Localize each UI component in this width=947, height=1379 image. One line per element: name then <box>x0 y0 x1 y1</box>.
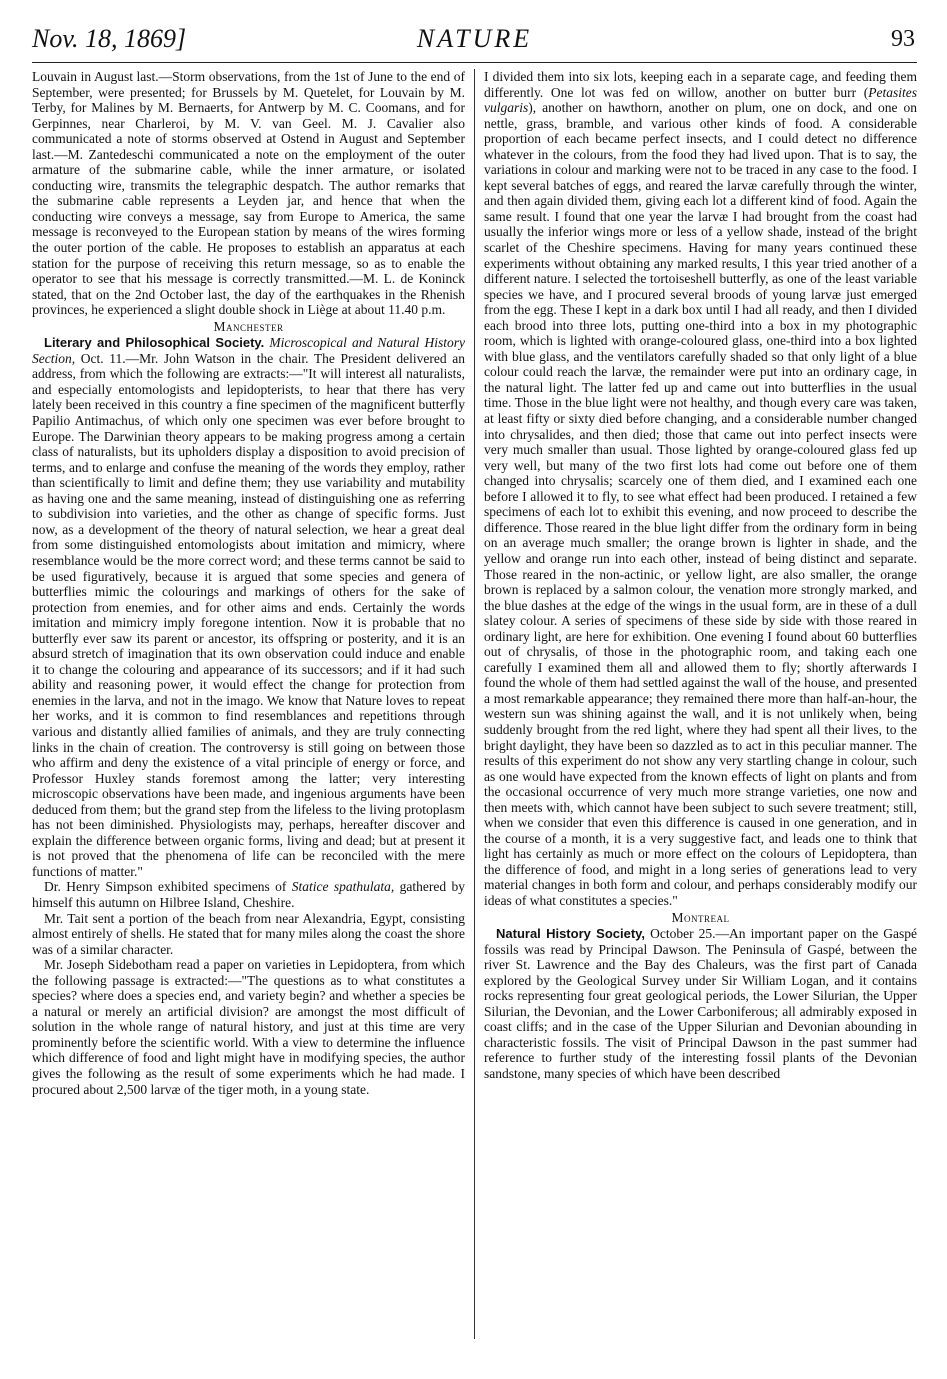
paragraph: Louvain in August last.—Storm observations, from the 1st of June to the end of September, were presented; for Brussels by M. Quetelet, for Louvain by M. Terby, for Malines by M. Bernaerts, for Antwerp by M. C. Coomans, and for Gerpinnes, near Charleroi, by M. V. van Geel. M. J. Cavalier also communicated a note of storms observed at Ostend in August and September last.—M. Zantedeschi communicated a note on the employment of the outer armature of the submarine cable, while the inner armature, or isolated conducting wire, transmits the telegraphic despatch. The author remarks that the submarine cable represents a Leyden jar, and hence that when the conducting wire conveys a message, say from Europe to America, the same message is reconveyed to the European station by means of the wires forming the outer portion of the cable. He proposes to establish an apparatus at each station for the purpose of receiving this return message, so as to enable the operator to see that his message is correctly transmitted.—M. L. de Koninck stated, that on the 2nd October last, the day of the earthquakes in the Rhenish provinces, he experienced a slight double shock in Liège at about 11.40 p.m. <box>32 69 465 318</box>
issue-date: Nov. 18, 1869] <box>32 24 187 53</box>
right-column <box>474 69 917 1339</box>
paragraph: Natural History Society, October 25.—An important paper on the Gaspé fossils was read by Principal Dawson. The Peninsula of Gaspé, between the river St. Lawrence and the Bay des Chaleurs, was the first part of Canada explored by the Geological Survey under Sir William Logan, and it contains rocks representing four great geological periods, the Lower Silurian, the Upper Silurian, the Devonian, and the Lower Carboniferous; all admirably exposed in coast cliffs; and in the case of the Upper Silurian and Devonian abounding in characteristic fossils. The visit of Principal Dawson in the past summer had reference to further study of the interesting fossil plants of the Devonian sandstone, many species of which have been described <box>484 926 917 1081</box>
section-heading-montreal: Montreal <box>671 909 730 925</box>
society-name: Natural History Society, <box>496 926 646 942</box>
page-header <box>32 22 917 63</box>
section-heading-manchester: Manchester <box>213 318 284 334</box>
section-name: Microscopical and Natural History Section, <box>32 335 466 366</box>
paragraph: Mr. Tait sent a portion of the beach from near Alexandria, Egypt, consisting almost entirely of shells. He stated that for many miles along the coast the shore was of a similar character. <box>32 910 465 957</box>
species-name: Petasites vulgaris <box>484 84 917 116</box>
paragraph: Dr. Henry Simpson exhibited specimens of Statice spathulata, gathered by himself this autumn on Hilbree Island, Cheshire. <box>32 879 465 910</box>
journal-title: NATURE <box>416 24 533 53</box>
left-column <box>32 69 474 1339</box>
species-name: Statice spathulata, <box>291 879 395 895</box>
paragraph: Mr. Joseph Sidebotham read a paper on varieties in Lepidoptera, from which the following passage is extracted:—"The questions as to what constitutes a species? where does a species end, and variety begin? and whether a species be a natural or merely an artificial division? are amongst the most difficult of solution in the whole range of natural history, and just at this time are very prominently before the scientific world. With a view to determine the influence which difference of food and light might have in modifying species, the author gives the following as the result of some experiments which he had made. I procured about 2,500 larvæ of the tiger moth, in a young state. <box>32 957 465 1097</box>
text-columns <box>32 69 917 1339</box>
page-number: 93 <box>891 26 915 52</box>
paragraph: I divided them into six lots, keeping each in a separate cage, and feeding them differently. One lot was fed on willow, another on butter burr (Petasites vulgaris), another on hawthorn, another on plum, one on dock, and one on nettle, grass, bramble, and various other kinds of food. A considerable proportion of each became perfect insects, and I could detect no difference whatever in the colours, from the food they had lived upon. That is to say, the variations in colour and marking were not to be traced in any case to the food. I kept several batches of eggs, and reared the larvæ carefully through the winter, and then again divided them, giving each lot a different kind of food. Again the same result. I found that one year the larvæ I had brought from the coast had usually the inferior wings more or less of a yellow shade, instead of the bright scarlet of the Cheshire specimens. Having for many years continued these experiments without obtaining any marked results, I this year tried another of a different nature. I selected the tortoiseshell butterfly, as one of the least variable species we have, and I procured several broods of young larvæ just emerged from the egg. These I kept in a dark box until I had all ready, and then I divided each brood into three lots, putting one-third into a box in my photographic room, which is lighted with orange-coloured glass, one-third into a box lighted with blue glass, and the ventilators carefully shaded so that only light of a blue colour could reach the larvæ, the remainder were put into an ordinary cage, in the natural light. The latter fed up and came out into butterflies in the usual time. Those in the blue light were not healthy, and though every care was taken, at least fifty or sixty died before changing, and a considerable number changed into chrysalides, and then died; those that came out into perfect insects were very much smaller than usual. Those lighted by orange-coloured glass fed up very well, but many of the two first lots had come out before one of them changed into chrysalis; scarcely one of them died, and I examined each one before I allowed it to fly, to see what effect had been produced. I retained a few specimens of each lot to exhibit this evening, and now proceed to describe the difference. Those reared in the blue light differ from the ordinary form in being on an average much smaller; the orange brown is lighter in shade, and the yellow and orange run into each other, instead of being distinct and separate. Those reared in the non-actinic, or yellow light, are also smaller, the orange brown is replaced by a salmon colour, the venation more strongly marked, and the blue dashes at the edge of the wings in the usual form, are in these of a dull slatey colour. A series of specimens of these side by side with those reared in ordinary light, are here for exhibition. One evening I found about 60 butterflies out of chrysalis, of those in the photographic room, and taking each one carefully I examined them all and allowed them to fly; shortly afterwards I found the whole of them had settled against the wall of the house, and presented a most remarkable appearance; they remained there more than half-an-hour, the western sun was shining against the wall, and it is not unlikely when, being suddenly brought from the red light, where they had spent all their lives, to the bright daylight, they have been so dazzled as to act in this peculiar manner. The results of this experiment do not show any very startling change in colour, such as one would have expected from the known effects of light on plants and from the occasional occurrence of very much more strange varieties, one now and then meets with, which cannot have been subject to such severe treatment; still, when we consider that even this difference is caused in one generation, and in the course of a month, it is a very suggestive fact, and leads one to think that light has certainly as much or more effect on the colours of Lepidoptera, than the difference of food, and might in a long series of generations lead to very material changes in both form and colour, and perhaps considerably modify our ideas of what constitutes a species." <box>484 69 918 908</box>
paragraph: Literary and Philosophical Society. Microscopical and Natural History Section, Oct. 11.—Mr. John Watson in the chair. The President delivered an address, from which the following are extracts:—"It will interest all naturalists, and especially entomologists and lepidopterists, to hear that there has very lately been received in this country a fine specimen of the magnificent butterfly Papilio Antimachus, of which only one specimen was ever before brought to Europe. The Darwinian theory appears to be making progress among a certain class of naturalists, but its upholders display a disposition to avoid precision of terms, and to enlarge and confuse the meaning of the words they employ, rather than scientifically to limit and define them; they use variability and mutability as having one and the same meaning, instead of distinguishing one as referring to subdivision into varieties, and the other as change of specific forms. Just now, as a development of the theory of natural selection, we hear a great deal from some distinguished entomologists about imitation and mimicry, where resemblance would be the more correct word; and these terms cannot be said to be used figuratively, because it is argued that some species and genera of butterflies mimic the colourings and markings of others for the sake of protection from enemies, and for other aims and ends. Certainly the words imitation and mimicry imply foregone intention. Now it is probable that no butterfly ever saw its parent or ancestor, its offspring or posterity, and it is an absurd stretch of imagination that its own observation could induce and enable it to change the colouring and appearance of its successors; and if it had such ability and reasoning power, it would effect the change for protection from enemies in the larva, and not in the imago. We know that Nature loves to repeat her works, and it is common to find resemblances and repetitions through various and distantly allied families of animals, and they are truly connecting links in the chain of creation. The controversy is still going on between those who affirm and deny the existence of a vital principle of energy or force, and Professor Huxley stands foremost among the latter; very interesting microscopic observations have been made, and ingenious arguments have been deduced from them; but the grand step from the lifeless to the living protoplasm has not been diminished. Physiologists may, perhaps, hereafter discover and explain the difference between organic forms, living and dead; but at present it is not proved that the phenomena of life can be reconciled with the mere functions of matter." <box>32 335 466 879</box>
society-name: Literary and Philosophical Society. <box>44 335 265 351</box>
